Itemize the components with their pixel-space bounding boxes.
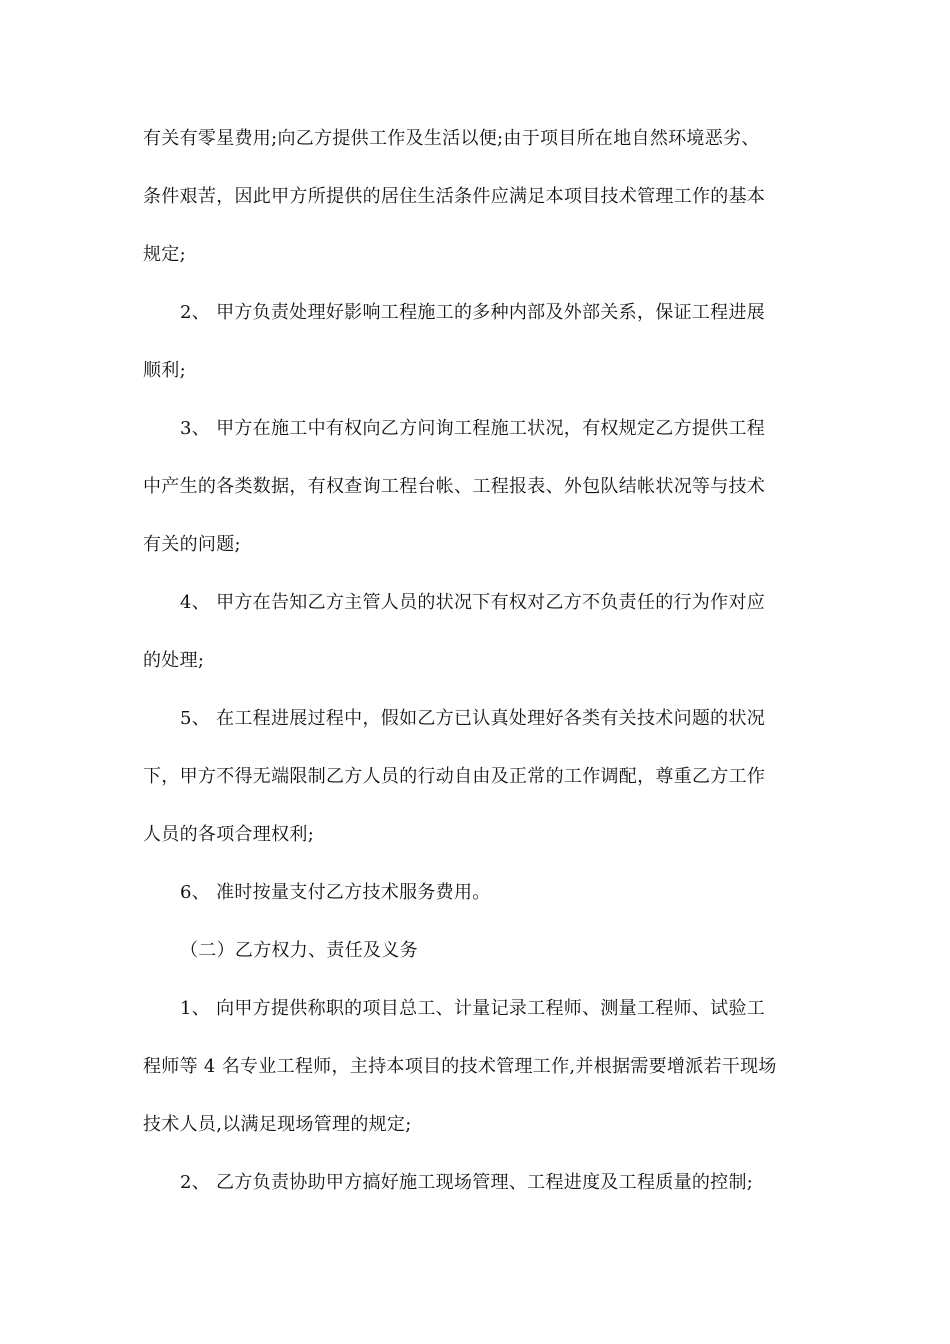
text-line: 3、 甲方在施工中有权向乙方问询工程施工状况，有权规定乙方提供工程 [180, 418, 766, 439]
text-line: 4、 甲方在告知乙方主管人员的状况下有权对乙方不负责任的行为作对应 [180, 592, 766, 613]
text-line: 中产生的各类数据，有权查询工程台帐、工程报表、外包队结帐状况等与技术 [143, 476, 766, 497]
text-line: 的处理; [143, 650, 205, 671]
text-line: 规定; [143, 244, 186, 265]
text-line: 顺利; [143, 360, 186, 381]
text-line: 1、 向甲方提供称职的项目总工、计量记录工程师、测量工程师、试验工 [180, 998, 766, 1019]
text-line: 有关的问题; [143, 534, 241, 555]
section-heading: （二）乙方权力、责任及义务 [180, 940, 418, 961]
text-line: 2、 甲方负责处理好影响工程施工的多种内部及外部关系，保证工程进展 [180, 302, 766, 323]
text-line: 2、 乙方负责协助甲方搞好施工现场管理、工程进度及工程质量的控制; [180, 1172, 754, 1193]
text-line: 人员的各项合理权利; [143, 824, 315, 845]
text-line: 6、 准时按量支付乙方技术服务费用。 [180, 882, 491, 903]
text-line: 5、 在工程进展过程中，假如乙方已认真处理好各类有关技术问题的状况 [180, 708, 766, 729]
text-line: 下，甲方不得无端限制乙方人员的行动自由及正常的工作调配，尊重乙方工作 [143, 766, 766, 787]
text-line: 技术人员,以满足现场管理的规定; [143, 1114, 412, 1135]
text-line: 程师等 4 名专业工程师，主持本项目的技术管理工作,并根据需要增派若干现场 [143, 1056, 777, 1077]
text-line: 条件艰苦，因此甲方所提供的居住生活条件应满足本项目技术管理工作的基本 [143, 186, 766, 207]
text-line: 有关有零星费用;向乙方提供工作及生活以便;由于项目所在地自然环境恶劣、 [143, 128, 760, 149]
